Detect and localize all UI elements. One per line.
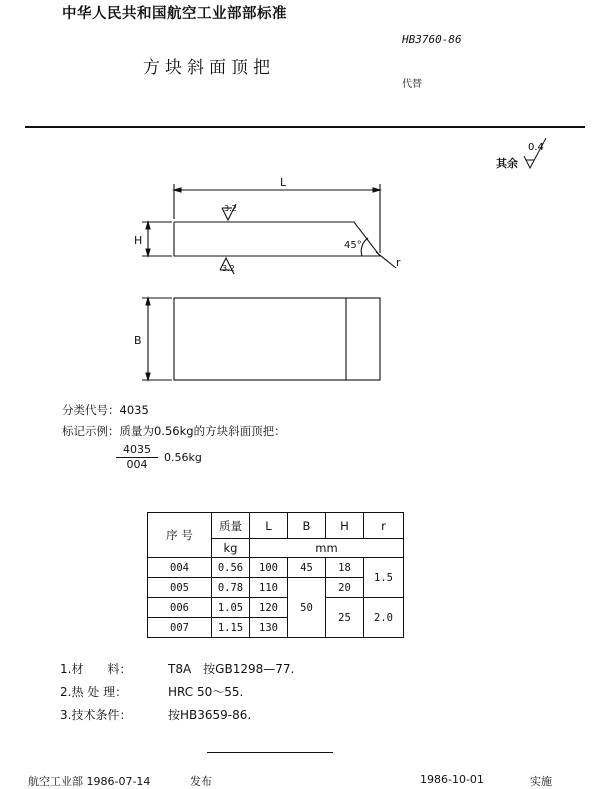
org-title: 中华人民共和国航空工业部部标准 bbox=[62, 6, 287, 22]
header-no: 序 号 bbox=[148, 513, 212, 558]
cell-r: 1.5 bbox=[364, 558, 404, 598]
note-value: HRC 50～55. bbox=[168, 685, 244, 699]
header-unit: mm bbox=[250, 539, 404, 558]
marking-example: 标记示例：质量为0.56kg的方块斜面顶把： bbox=[62, 424, 286, 438]
dim-L-label: L bbox=[280, 176, 287, 189]
cell-L: 130 bbox=[250, 618, 288, 638]
cell-L: 110 bbox=[250, 578, 288, 598]
fraction-denominator: 004 bbox=[126, 458, 148, 471]
note-technical-conditions bbox=[60, 706, 251, 723]
note-material bbox=[60, 660, 294, 677]
fraction-numerator: 4035 bbox=[116, 443, 158, 458]
marking-fraction bbox=[116, 443, 158, 471]
note-value: 按HB3659-86. bbox=[168, 708, 252, 722]
table-row bbox=[148, 598, 404, 618]
cell-L: 120 bbox=[250, 598, 288, 618]
header-B: B bbox=[288, 513, 326, 539]
classification-code: 分类代号：4035 bbox=[62, 403, 149, 417]
roughness-value: 0.4 bbox=[528, 142, 544, 153]
roughness-other-label: 其余 bbox=[496, 157, 518, 170]
footer-impl: 实施 bbox=[530, 775, 552, 788]
cell-H: 20 bbox=[326, 578, 364, 598]
cell-H: 25 bbox=[326, 598, 364, 638]
cell-no: 006 bbox=[148, 598, 212, 618]
table-row bbox=[148, 558, 404, 578]
cell-no: 007 bbox=[148, 618, 212, 638]
dim-H-label: H bbox=[134, 234, 143, 247]
signature-line bbox=[207, 752, 333, 753]
cell-no: 005 bbox=[148, 578, 212, 598]
header-r: r bbox=[364, 513, 404, 539]
cell-mass: 1.15 bbox=[212, 618, 250, 638]
header-H: H bbox=[326, 513, 364, 539]
cell-B: 45 bbox=[288, 558, 326, 578]
note-label: 2.热 处 理： bbox=[60, 685, 128, 699]
header-mass-unit: kg bbox=[212, 539, 250, 558]
note-label: 1.材 料： bbox=[60, 662, 132, 676]
cell-mass: 0.78 bbox=[212, 578, 250, 598]
dim-B-label: B bbox=[134, 334, 142, 347]
note-label: 3.技术条件： bbox=[60, 708, 132, 722]
cell-mass: 0.56 bbox=[212, 558, 250, 578]
footer-issuer: 航空工业部 1986-07-14 bbox=[28, 775, 151, 788]
fraction-value: 0.56kg bbox=[164, 451, 202, 464]
header-L: L bbox=[250, 513, 288, 539]
cell-H: 18 bbox=[326, 558, 364, 578]
note-heat-treatment bbox=[60, 683, 243, 700]
rough-top-label: 3.2 bbox=[224, 204, 237, 213]
footer-issued: 发布 bbox=[190, 775, 212, 788]
top-view-outline bbox=[174, 298, 380, 380]
footer-impl-date: 1986-10-01 bbox=[420, 773, 484, 786]
header-mass: 质量 bbox=[212, 513, 250, 539]
cell-mass: 1.05 bbox=[212, 598, 250, 618]
cell-r: 2.0 bbox=[364, 598, 404, 638]
cell-B: 50 bbox=[288, 578, 326, 638]
document-title: 方块斜面顶把 bbox=[143, 58, 275, 78]
dim-r-label: r bbox=[396, 256, 401, 269]
standard-code: HB3760-86 bbox=[402, 33, 462, 46]
note-value: T8A 按GB1298—77. bbox=[168, 662, 295, 676]
replaces-label: 代替 bbox=[402, 79, 422, 90]
angle-label: 45° bbox=[344, 240, 362, 251]
cell-no: 004 bbox=[148, 558, 212, 578]
rough-bottom-label: 3.2 bbox=[222, 264, 235, 273]
spec-table bbox=[147, 512, 404, 638]
cell-L: 100 bbox=[250, 558, 288, 578]
